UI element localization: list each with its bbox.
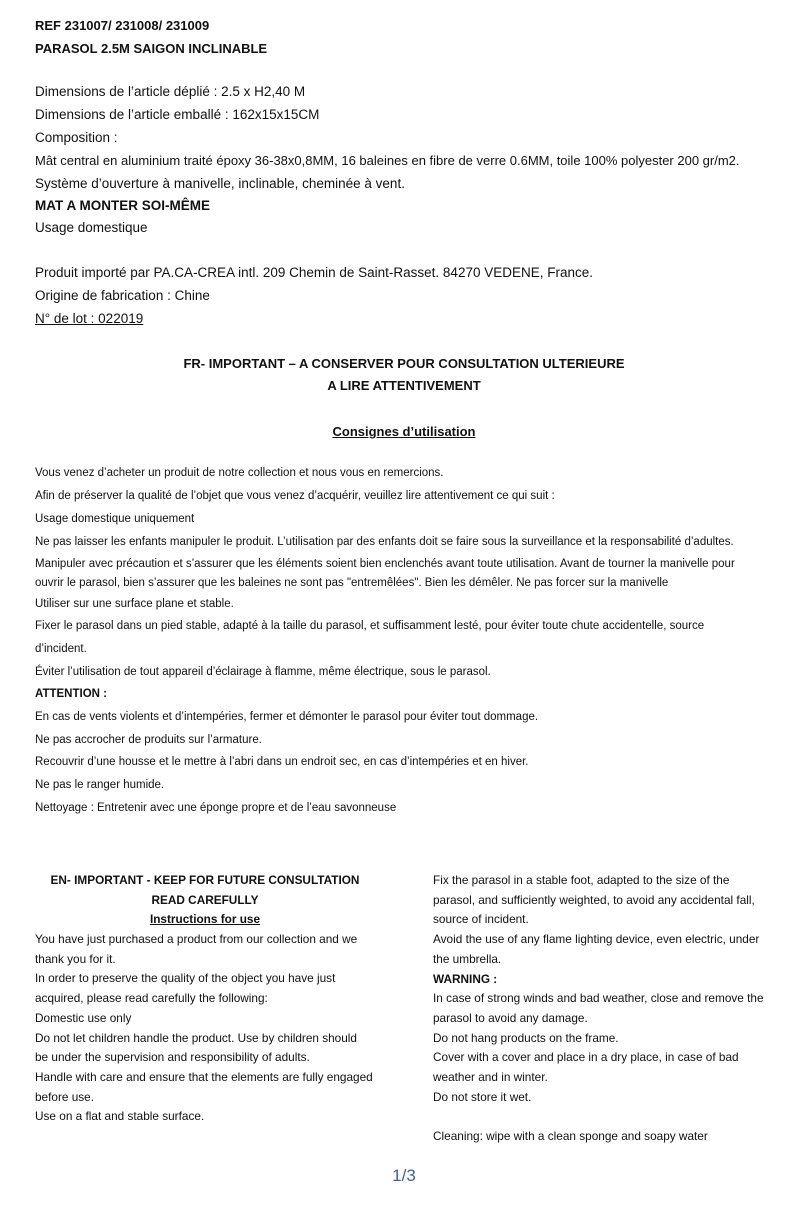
fr-paragraph: Éviter l’utilisation de tout appareil d’éclairage à flamme, même électrique, sous le parasol. xyxy=(35,666,491,678)
en-line: You have just purchased a product from our collection and we xyxy=(35,932,358,946)
fr-paragraph: Ne pas laisser les enfants manipuler le produit. L’utilisation par des enfants doit se faire sous la surveillance et la responsabilité d’adultes. xyxy=(35,536,734,548)
en-line: Cover with a cover and place in a dry place, in case of bad xyxy=(433,1050,739,1065)
fr-subtitle: Consignes d’utilisation xyxy=(332,424,476,439)
en-warning-heading: WARNING : xyxy=(433,971,498,986)
en-title-line-1: EN- IMPORTANT - KEEP FOR FUTURE CONSULTATION xyxy=(50,873,360,887)
origin-info: Origine de fabrication : Chine xyxy=(35,288,210,303)
en-title-line-2: READ CAREFULLY xyxy=(151,893,259,907)
en-line: thank you for it. xyxy=(35,951,116,966)
fr-paragraph: Fixer le parasol dans un pied stable, adapté à la taille du parasol, et suffisamment lesté, pour éviter toute chute accidentelle, source xyxy=(35,620,705,632)
fr-paragraph: Manipuler avec précaution et s’assurer que les éléments soient bien enclenchés avant toute utilisation. Avant de tourner la manivelle pour xyxy=(35,558,735,570)
en-line: source of incident. xyxy=(433,912,529,927)
fr-paragraph: En cas de vents violents et d’intempéries, fermer et démonter le parasol pour éviter tout dommage. xyxy=(35,711,539,723)
fr-paragraph: Ne pas accrocher de produits sur l’armature. xyxy=(35,734,262,746)
en-blank-line xyxy=(433,1107,764,1127)
assembly-note: MAT A MONTER SOI-MÊME xyxy=(35,198,210,213)
en-line: parasol, and sufficiently weighted, to avoid any accidental fall, xyxy=(433,892,755,907)
composition-line-2: Système d’ouverture à manivelle, inclinable, cheminée à vent. xyxy=(35,176,405,191)
fr-paragraph: Nettoyage : Entretenir avec une éponge propre et de l’eau savonneuse xyxy=(35,802,397,814)
en-line: Fix the parasol in a stable foot, adapted to the size of the xyxy=(433,873,730,887)
en-line: In order to preserve the quality of the object you have just xyxy=(35,971,336,986)
importer-info: Produit importé par PA.CA-CREA intl. 209 Chemin de Saint-Rasset. 84270 VEDENE, France. xyxy=(35,265,594,280)
dimensions-packed: Dimensions de l’article emballé : 162x15x15CM xyxy=(35,107,320,122)
reference-numbers: REF 231007/ 231008/ 231009 xyxy=(35,18,210,33)
fr-paragraph: Afin de préserver la qualité de l’objet que vous venez d’acquérir, veuillez lire attentivement ce qui suit : xyxy=(35,490,555,502)
fr-paragraph: d’incident. xyxy=(35,643,87,655)
en-line: weather and in winter. xyxy=(433,1070,548,1085)
en-line: Handle with care and ensure that the elements are fully engaged xyxy=(35,1069,373,1084)
en-line: Do not let children handle the product. Use by children should xyxy=(35,1030,357,1045)
en-left-column xyxy=(35,930,373,1127)
en-line: before use. xyxy=(35,1089,95,1104)
fr-paragraph: Vous venez d’acheter un produit de notre collection et nous vous en remercions. xyxy=(35,467,444,479)
en-line: parasol to avoid any damage. xyxy=(433,1010,588,1025)
fr-title-line-1: FR- IMPORTANT – A CONSERVER POUR CONSULTATION ULTERIEURE xyxy=(183,356,625,371)
en-line: the umbrella. xyxy=(433,951,502,966)
page-number: 1/3 xyxy=(392,1166,416,1185)
dimensions-unfolded: Dimensions de l’article déplié : 2.5 x H2,40 M xyxy=(35,84,306,99)
en-line: Domestic use only xyxy=(35,1010,132,1025)
en-line: Do not store it wet. xyxy=(433,1089,532,1104)
product-title: PARASOL 2.5M SAIGON INCLINABLE xyxy=(35,41,268,56)
en-right-column xyxy=(433,871,764,1147)
fr-paragraph: ouvrir le parasol, bien s’assurer que les baleines ne sont pas "entremêlées". Bien les démêler. Ne pas forcer sur la manivelle xyxy=(35,577,669,589)
fr-attention-heading: ATTENTION : xyxy=(35,688,107,700)
en-line: acquired, please read carefully the following: xyxy=(35,991,268,1006)
en-line: In case of strong winds and bad weather, close and remove the xyxy=(433,991,764,1006)
fr-paragraph: Ne pas le ranger humide. xyxy=(35,779,165,791)
fr-paragraph: Recouvrir d’une housse et le mettre à l’abri dans un endroit sec, en cas d’intempéries et en hiver. xyxy=(35,756,529,768)
en-line: Use on a flat and stable surface. xyxy=(35,1109,205,1124)
en-line: be under the supervision and responsibility of adults. xyxy=(35,1050,310,1065)
en-line: Avoid the use of any flame lighting device, even electric, under xyxy=(433,932,760,947)
en-line: Cleaning: wipe with a clean sponge and soapy water xyxy=(433,1129,708,1144)
fr-paragraph: Utiliser sur une surface plane et stable. xyxy=(35,598,234,610)
composition-line-1: Mât central en aluminium traité époxy 36-38x0,8MM, 16 baleines en fibre de verre 0.6MM, toile 100% polyester 200 gr/m2. xyxy=(35,153,740,168)
composition-label: Composition : xyxy=(35,130,118,145)
en-line: Do not hang products on the frame. xyxy=(433,1030,619,1045)
fr-paragraph: Usage domestique uniquement xyxy=(35,513,195,525)
fr-title-line-2: A LIRE ATTENTIVEMENT xyxy=(327,378,481,393)
usage-note: Usage domestique xyxy=(35,220,148,235)
lot-number: N° de lot : 022019 xyxy=(35,311,144,326)
en-subtitle: Instructions for use xyxy=(149,912,261,926)
